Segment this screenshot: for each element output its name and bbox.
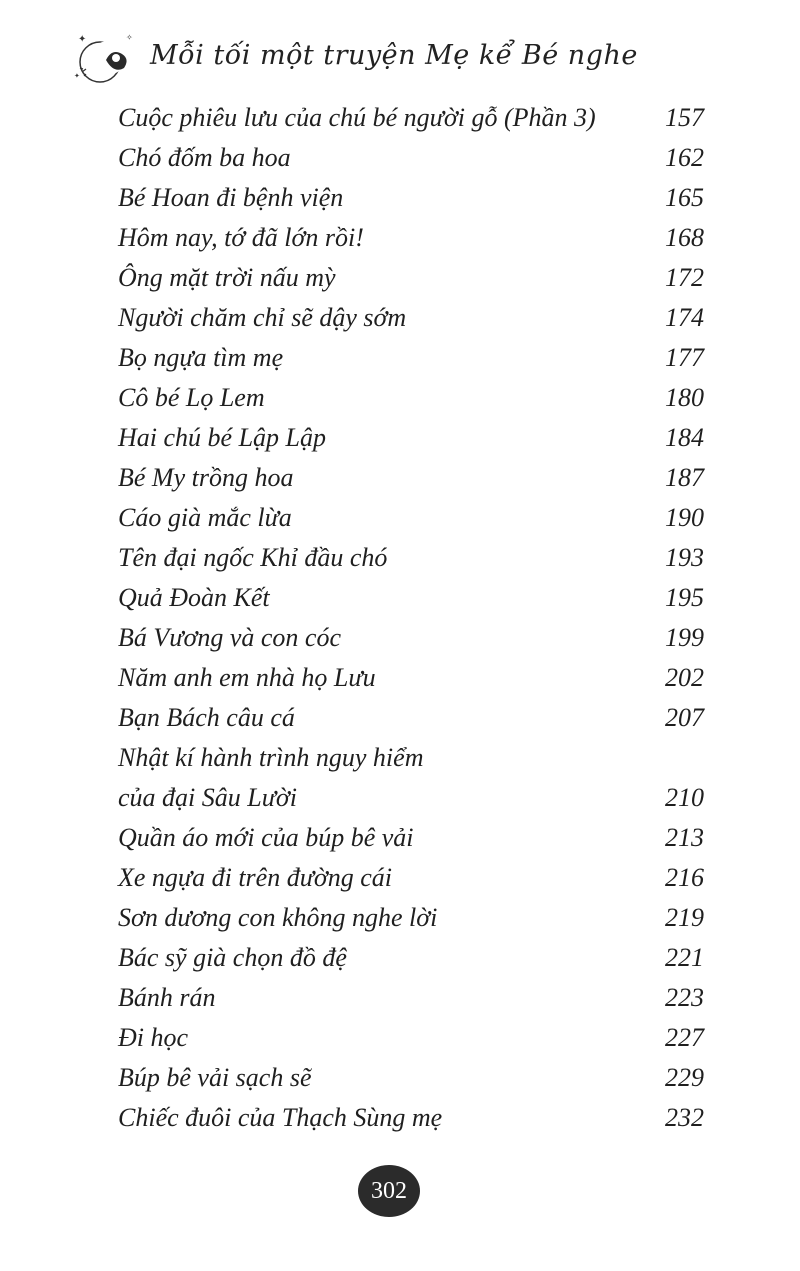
entry-page-number: 221 (665, 943, 704, 972)
entry-title: Xe ngựa đi trên đường cái (118, 863, 393, 892)
table-of-contents (118, 98, 708, 1138)
entry-page-number: 172 (665, 263, 704, 292)
toc-entry (118, 938, 708, 978)
svg-text:✦: ✦ (74, 72, 80, 80)
entry-title: Chó đốm ba hoa (118, 143, 291, 172)
toc-entry (118, 458, 708, 498)
entry-title: Sơn dương con không nghe lời (118, 903, 438, 932)
entry-page-number: 190 (665, 503, 704, 532)
toc-entry (118, 338, 708, 378)
entry-page-number: 177 (665, 343, 704, 372)
entry-title: Nhật kí hành trình nguy hiểm (118, 743, 424, 772)
toc-entry (118, 98, 708, 138)
moon-and-sleeping-child-icon (70, 28, 150, 88)
entry-title: Đi học (118, 1023, 189, 1052)
toc-entry (118, 778, 708, 818)
entry-title: Bá Vương và con cóc (118, 623, 341, 652)
toc-entry (118, 1098, 708, 1138)
entry-title: Ông mặt trời nấu mỳ (118, 263, 336, 292)
toc-entry (118, 1018, 708, 1058)
toc-entry (118, 498, 708, 538)
entry-page-number: 210 (665, 783, 704, 812)
toc-entry (118, 578, 708, 618)
entry-page-number: 207 (665, 703, 704, 732)
entry-title: Bánh rán (118, 983, 216, 1012)
toc-entry (118, 298, 708, 338)
toc-entry (118, 218, 708, 258)
toc-entry (118, 378, 708, 418)
entry-page-number: 180 (665, 383, 704, 412)
entry-page-number: 165 (665, 183, 704, 212)
entry-page-number: 213 (665, 823, 704, 852)
toc-entry (118, 618, 708, 658)
entry-title: Người chăm chỉ sẽ dậy sớm (118, 303, 407, 332)
toc-entry (118, 258, 708, 298)
entry-page-number: 193 (665, 543, 704, 572)
entry-title: Bác sỹ già chọn đồ đệ (118, 943, 347, 972)
entry-page-number: 162 (665, 143, 704, 172)
toc-entry (118, 978, 708, 1018)
entry-page-number: 168 (665, 223, 704, 252)
entry-page-number: 187 (665, 463, 704, 492)
toc-entry (118, 1058, 708, 1098)
entry-title: Cáo già mắc lừa (118, 503, 292, 532)
entry-title: Chiếc đuôi của Thạch Sùng mẹ (118, 1103, 443, 1132)
entry-title: Bé My trồng hoa (118, 463, 294, 492)
entry-title: Quần áo mới của búp bê vải (118, 823, 414, 852)
entry-page-number: 157 (665, 103, 704, 132)
toc-entry (118, 818, 708, 858)
series-title: Mỗi tối một truyện Mẹ kể Bé nghe (150, 40, 638, 71)
toc-entry (118, 178, 708, 218)
entry-page-number: 219 (665, 903, 704, 932)
toc-entry (118, 738, 708, 778)
toc-entry (118, 898, 708, 938)
entry-page-number: 184 (665, 423, 704, 452)
entry-page-number: 232 (665, 1103, 704, 1132)
entry-page-number: 199 (665, 623, 704, 652)
toc-entry (118, 538, 708, 578)
toc-entry (118, 858, 708, 898)
toc-entry (118, 138, 708, 178)
entry-page-number: 223 (665, 983, 704, 1012)
entry-title: Cô bé Lọ Lem (118, 383, 265, 412)
toc-entry (118, 698, 708, 738)
svg-text:✧: ✧ (126, 33, 133, 42)
toc-entry (118, 658, 708, 698)
entry-page-number: 227 (665, 1023, 704, 1052)
page-number-badge: 302 (358, 1165, 420, 1217)
svg-text:✦: ✦ (78, 34, 87, 45)
entry-title: của đại Sâu Lười (118, 783, 298, 812)
entry-title: Bọ ngựa tìm mẹ (118, 343, 284, 372)
entry-title: Cuộc phiêu lưu của chú bé người gỗ (Phần 3) (118, 103, 596, 132)
entry-page-number: 174 (665, 303, 704, 332)
entry-page-number: 195 (665, 583, 704, 612)
entry-title: Búp bê vải sạch sẽ (118, 1063, 312, 1092)
entry-title: Hai chú bé Lập Lập (118, 423, 326, 452)
entry-title: Tên đại ngốc Khỉ đầu chó (118, 543, 388, 572)
entry-page-number: 202 (665, 663, 704, 692)
entry-title: Bé Hoan đi bệnh viện (118, 183, 344, 212)
entry-title: Hôm nay, tớ đã lớn rồi! (118, 223, 364, 252)
entry-title: Bạn Bách câu cá (118, 703, 295, 732)
entry-page-number: 229 (665, 1063, 704, 1092)
running-header (70, 28, 638, 88)
entry-title: Năm anh em nhà họ Lưu (118, 663, 376, 692)
entry-page-number: 216 (665, 863, 704, 892)
entry-title: Quả Đoàn Kết (118, 583, 270, 612)
toc-entry (118, 418, 708, 458)
